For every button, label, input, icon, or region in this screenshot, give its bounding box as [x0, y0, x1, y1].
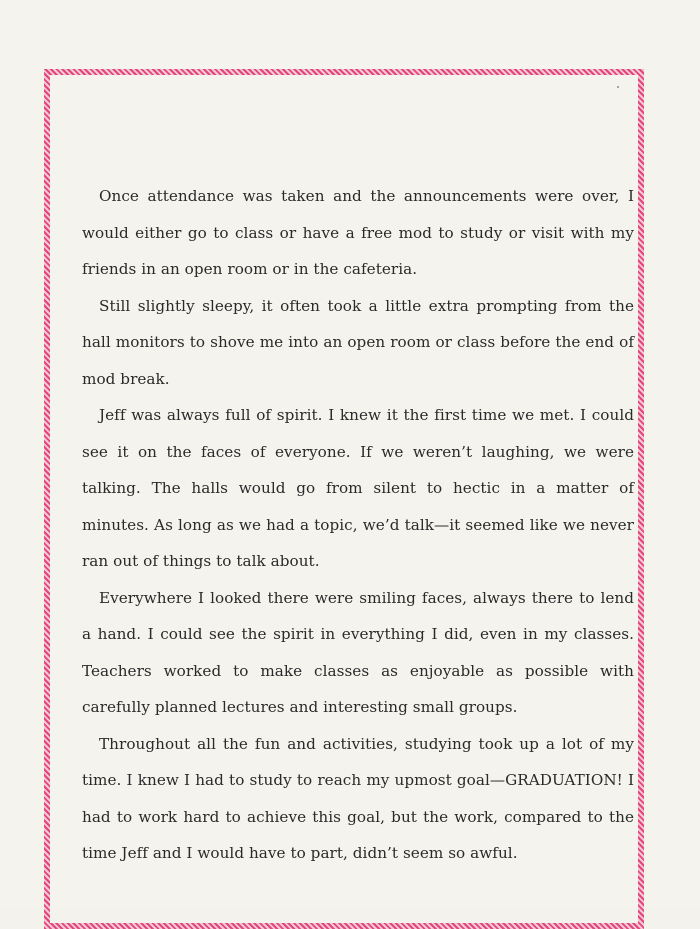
paragraph-3: Jeff was always full of spirit. I knew it the first time we met. I could see it on the faces of everyone. If we weren’t laughing, we were talking. The halls would go from silent to hectic in a matter of minutes. As long as we had a topic, we’d talk—it seemed like we never ran out of things to talk about.	[82, 406, 634, 570]
paragraph-4: Everywhere I looked there were smiling faces, always there to lend a hand. I could see the spirit in everything I did, even in my classes. Teachers worked to make classes as enjoyable as possible with carefully planned lectures and interesting small groups.	[82, 588, 634, 716]
paragraph-1: Once attendance was taken and the announcements were over, I would either go to class or have a free mod to study or visit with my friends in an open room or in the cafeteria.	[82, 187, 634, 278]
paragraph-5: Throughout all the fun and activities, studying took up a lot of my time. I knew I had to study to reach my upmost goal—GRADUATION! I had to work hard to achieve this goal, but the work, compared to the time Jeff and I would have to part, didn’t seem so awful.	[82, 734, 634, 862]
text-block	[82, 178, 634, 872]
paper-speck	[617, 86, 619, 88]
paragraph-2: Still slightly sleepy, it often took a little extra prompting from the hall monitors to shove me into an open room or class before the end of mod break.	[82, 296, 634, 388]
